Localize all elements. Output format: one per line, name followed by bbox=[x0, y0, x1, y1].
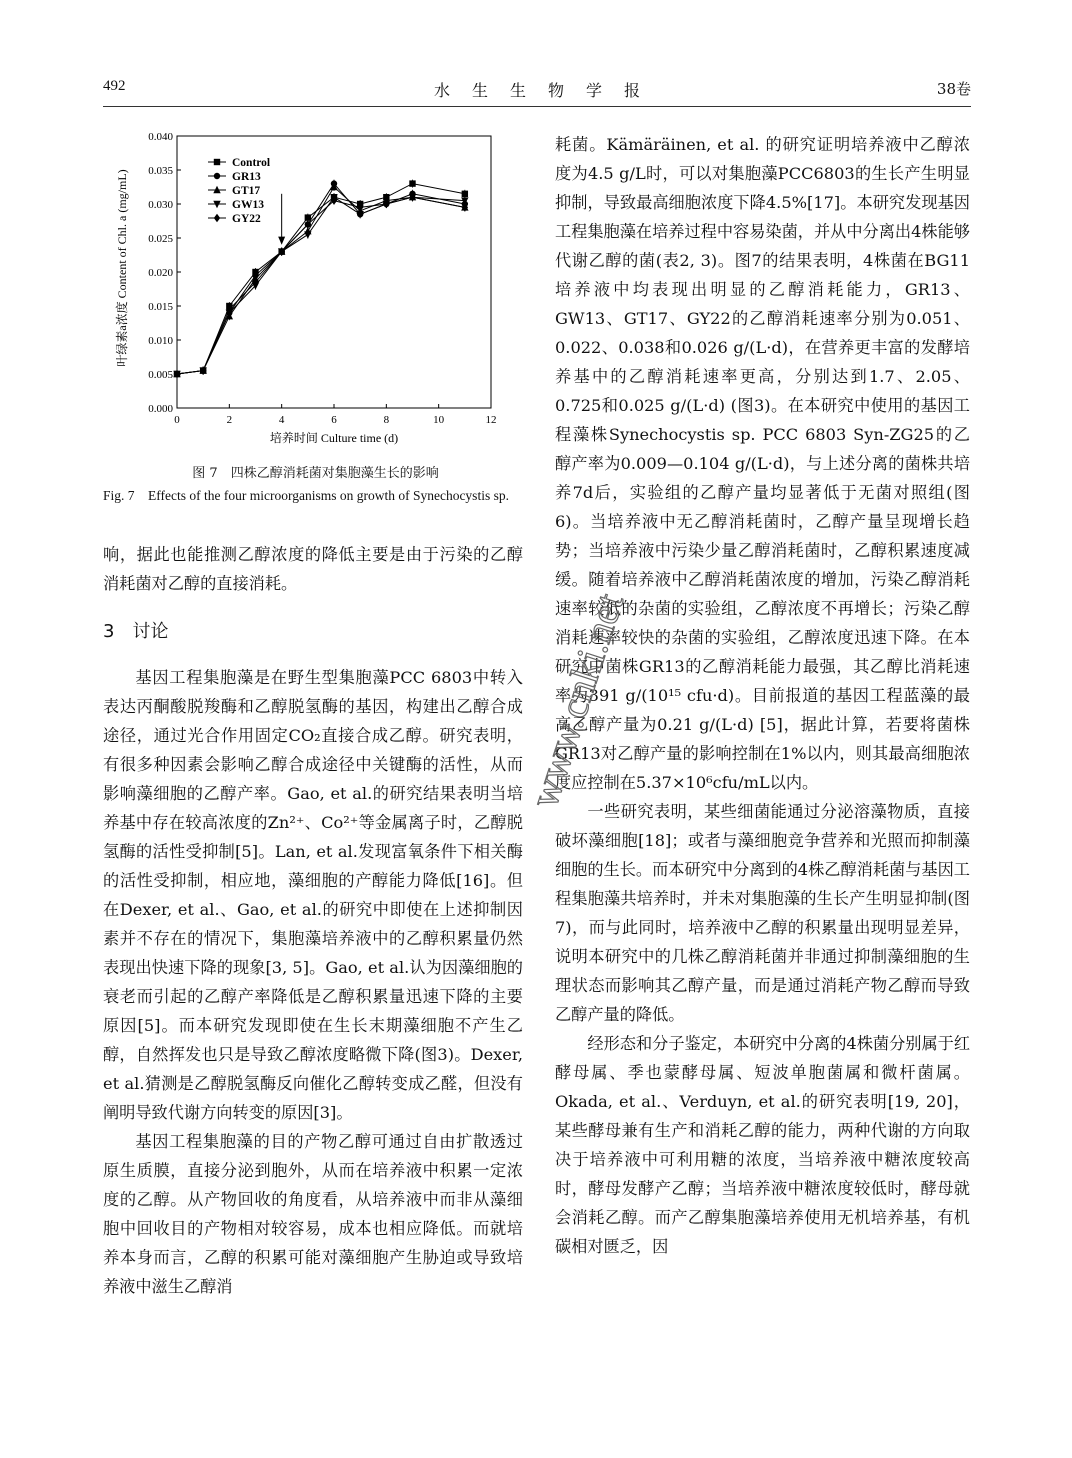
paragraph: 耗菌。Kämäräinen, et al. 的研究证明培养液中乙醇浓度为4.5 g/L时，可以对集胞藻PCC6803的生长产生明显抑制，导致最高细胞浓度下降4.5%[17]。本研究发现基因工程集胞藻在培养过程中容易染菌，并从中分离出4株能够代谢乙醇的菌(表2, 3)。图7的结果表明，4株菌在BG11培养液中均表现出明显的乙醇消耗能力，GR13、GW13、GT17、GY22的乙醇消耗速率分别为0.051、0.022、0.038和0.026 g/(L·d)，在营养更丰富的发酵培养基中的乙醇消耗速率更高，分别达到1.7、2.05、0.725和0.025 g/(L·d) (图3)。在本研究中使用的基因工程藻株Synechocystis sp. PCC 6803 Syn-ZG25的乙醇产率为0.009—0.104 g/(L·d)，与上述分离的菌株共培养7d后，实验组的乙醇产量均显著低于无菌对照组(图6)。当培养液中无乙醇消耗菌时，乙醇产量呈现增长趋势；当培养液中污染少量乙醇消耗菌时，乙醇积累速度减缓。随着培养液中乙醇消耗菌浓度的增加，污染乙醇消耗速率较低的杂菌的实验组，乙醇浓度不再增长；污染乙醇消耗速率较快的杂菌的实验组，乙醇浓度迅速下降。在本研究中菌株GR13的乙醇消耗能力最强，其乙醇比消耗速率为391 g/(10¹⁵ cfu·d)。目前报道的基因工程蓝藻的最高乙醇产量为0.21 g/(L·d) [5]，据此计算，若要将菌株GR13对乙醇产量的影响控制在1%以内，则其最高细胞浓度应控制在5.37×10⁶cfu/mL以内。 bbox=[555, 135, 970, 792]
x-axis-ticks bbox=[174, 404, 496, 426]
page-header bbox=[103, 78, 971, 107]
y-tick-label: 0.010 bbox=[148, 335, 173, 347]
legend-label: GT17 bbox=[232, 185, 261, 197]
chart-axes bbox=[177, 136, 491, 408]
caption-english: Fig. 7 Effects of the four microorganisms on growth of Synechocystis sp. bbox=[103, 488, 509, 503]
section-heading: 3 讨论 bbox=[103, 621, 169, 642]
x-tick-label: 10 bbox=[433, 414, 445, 426]
x-tick-label: 12 bbox=[485, 414, 497, 426]
legend-label: Control bbox=[232, 157, 271, 169]
x-axis-label: 培养时间 Culture time (d) bbox=[269, 431, 399, 445]
watermark-text: www.cnki.net bbox=[520, 587, 633, 813]
y-tick-label: 0.030 bbox=[148, 199, 173, 211]
page-number: 492 bbox=[103, 78, 126, 94]
data-point bbox=[214, 159, 220, 165]
y-tick-label: 0.025 bbox=[148, 233, 173, 245]
chart-series bbox=[173, 180, 468, 379]
growth-chart bbox=[100, 128, 530, 448]
y-tick-label: 0.035 bbox=[148, 165, 173, 177]
left-column bbox=[103, 540, 523, 1301]
data-point bbox=[462, 191, 468, 197]
x-tick-label: 2 bbox=[226, 414, 233, 426]
x-tick-label: 4 bbox=[278, 414, 285, 426]
y-tick-label: 0.040 bbox=[148, 131, 173, 143]
paragraph: 响，据此也能推测乙醇浓度的降低主要是由于污染的乙醇消耗菌对乙醇的直接消耗。 bbox=[103, 545, 523, 593]
x-tick-label: 6 bbox=[331, 414, 337, 426]
paragraph: 经形态和分子鉴定，本研究中分离的4株菌分别属于红酵母属、季也蒙酵母属、短波单胞菌属和微杆菌属。Okada, et al.、Verduyn, et al.的研究表明[19, 20]，某些酵母兼有生产和消耗乙醇的能力，两种代谢的方向取决于培养液中可利用糖的浓度，当培养液中糖浓度较高时，酵母发酵产乙醇；当培养液中糖浓度较低时，酵母就会消耗乙醇。而产乙醇集胞藻培养使用无机培养基，有机碳相对匮乏，因 bbox=[555, 1034, 971, 1256]
y-tick-label: 0.000 bbox=[148, 403, 173, 415]
y-tick-label: 0.005 bbox=[148, 369, 173, 381]
legend-label: GW13 bbox=[232, 199, 264, 211]
paragraph: 基因工程集胞藻是在野生型集胞藻PCC 6803中转入表达丙酮酸脱羧酶和乙醇脱氢酶的基因，构建出乙醇合成途径，通过光合作用固定CO₂直接合成乙醇。研究表明，有很多种因素会影响乙醇合成途径中关键酶的活性，从而影响藻细胞的乙醇产率。Gao, et al.的研究结果表明当培养基中存在较高浓度的Zn²⁺、Co²⁺等金属离子时，乙醇脱氢酶的活性受抑制[5]。Lan, et al.发现富氧条件下相关酶的活性受抑制，相应地，藻细胞的产醇能力降低[16]。但在Dexer, et al.、Gao, et al.的研究中即使在上述抑制因素并不存在的情况下，集胞藻培养液中的乙醇积累量仍然表现出快速下降的现象[3, 5]。Gao, et al.认为因藻细胞的衰老而引起的乙醇产率降低是乙醇积累量迅速下降的主要原因[5]。而本研究发现即使在生长末期藻细胞不产生乙醇，自然挥发也只是导致乙醇浓度略微下降(图3)。Dexer, et al.猜测是乙醇脱氢酶反向催化乙醇转变成乙醛，但没有阐明导致代谢方向转变的原因[3]。 bbox=[103, 668, 523, 1122]
journal-title: 水生生物学报 bbox=[433, 81, 662, 100]
chart-legend bbox=[208, 157, 270, 225]
y-tick-label: 0.015 bbox=[148, 301, 173, 313]
paragraph: 一些研究表明，某些细菌能通过分泌溶藻物质，直接破坏藻细胞[18]；或者与藻细胞竞争营养和光照而抑制藻细胞的生长。而本研究中分离到的4株乙醇消耗菌与基因工程集胞藻共培养时，并未对集胞藻的生长产生明显抑制(图7)，而与此同时，培养液中乙醇的积累量出现明显差异，说明本研究中的几株乙醇消耗菌并非通过抑制藻细胞的生理状态而影响其乙醇产量，而是通过消耗产物乙醇而导致乙醇产量的降低。 bbox=[555, 802, 970, 1024]
legend-label: GY22 bbox=[232, 213, 261, 225]
data-point bbox=[214, 173, 220, 179]
legend-label: GR13 bbox=[232, 171, 261, 183]
series-line bbox=[177, 197, 465, 374]
caption-chinese: 图 7 四株乙醇消耗菌对集胞藻生长的影响 bbox=[192, 466, 439, 481]
paragraph: 基因工程集胞藻的目的产物乙醇可通过自由扩散透过原生质膜，直接分泌到胞外，从而在培养液中积累一定浓度的乙醇。从产物回收的角度看，从培养液中而非从藻细胞中回收目的产物相对较容易，成本也相应降低。而就培养本身而言，乙醇的积累可能对藻细胞产生胁迫或导致培养液中滋生乙醇消 bbox=[103, 1132, 523, 1296]
data-point bbox=[409, 180, 415, 186]
data-point bbox=[305, 214, 311, 220]
right-column bbox=[555, 130, 970, 1261]
x-tick-label: 8 bbox=[383, 414, 390, 426]
arrow-head bbox=[278, 237, 285, 245]
series-line bbox=[177, 197, 465, 374]
volume-label: 38卷 bbox=[936, 80, 971, 98]
x-tick-label: 0 bbox=[174, 414, 180, 426]
figure-caption bbox=[103, 462, 528, 504]
y-axis-label: 叶绿素a浓度 Content of Chl. a (mg/mL) bbox=[115, 169, 129, 367]
y-tick-label: 0.020 bbox=[148, 267, 173, 279]
plot-frame bbox=[177, 136, 491, 408]
data-point bbox=[214, 214, 220, 222]
day4-arrow-annotation bbox=[278, 194, 285, 245]
data-point bbox=[304, 231, 311, 238]
